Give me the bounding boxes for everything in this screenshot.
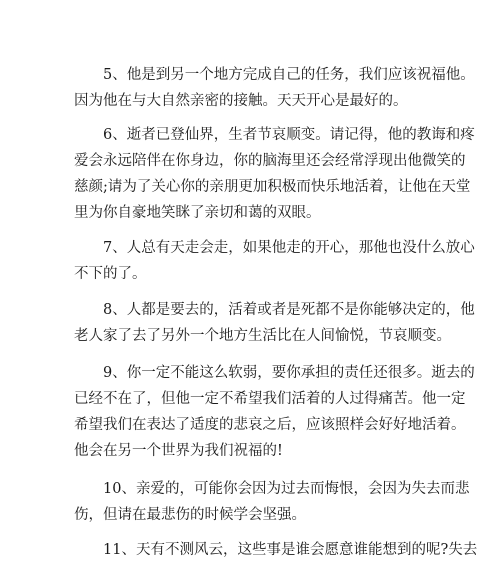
paragraph-line: 慈颜;请为了关心你的亲朋更加积极而快乐地活着，让他在天堂 bbox=[74, 179, 471, 195]
paragraph-line: 7、人总有天走会走，如果他走的开心，那他也没什么放心 bbox=[74, 240, 475, 256]
paragraph-5 bbox=[74, 62, 475, 114]
paragraph-line: 爱会永远陪伴在你身边，你的脑海里还会经常浮现出他微笑的 bbox=[74, 153, 466, 169]
paragraph-line: 伤，但请在最悲伤的时候学会坚强。 bbox=[74, 507, 306, 523]
paragraph-11 bbox=[74, 537, 478, 563]
paragraph-9 bbox=[74, 360, 475, 464]
paragraph-line: 6、逝者已登仙界，生者节哀顺变。请记得，他的教诲和疼 bbox=[74, 127, 475, 143]
paragraph-line: 因为他在与大自然亲密的接触。天天开心是最好的。 bbox=[74, 93, 408, 109]
paragraph-line: 他会在另一个世界为我们祝福的! bbox=[74, 443, 283, 459]
paragraph-line: 5、他是到另一个地方完成自己的任务，我们应该祝福他。 bbox=[74, 67, 475, 83]
paragraph-6 bbox=[74, 122, 475, 226]
paragraph-line: 10、亲爱的，可能你会因为过去而悔恨，会因为失去而悲 bbox=[74, 481, 470, 497]
paragraph-line: 不下的了。 bbox=[74, 266, 147, 282]
paragraph-10 bbox=[74, 476, 470, 528]
paragraph-8 bbox=[74, 297, 475, 349]
paragraph-line: 9、你一定不能这么软弱，要你承担的责任还很多。逝去的 bbox=[74, 365, 475, 381]
paragraph-line: 老人家了去了另外一个地方生活比在人间愉悦，节哀顺变。 bbox=[74, 328, 451, 344]
paragraph-line: 11、天有不测风云，这些事是谁会愿意谁能想到的呢?失去 bbox=[74, 542, 478, 558]
paragraph-line: 8、人都是要去的，活着或者是死都不是你能够决定的，他 bbox=[74, 302, 475, 318]
paragraph-line: 希望我们在表达了适度的悲哀之后，应该照样会好好地活着。 bbox=[74, 417, 466, 433]
paragraph-7 bbox=[74, 235, 475, 287]
paragraph-line: 里为你自豪地笑眯了亲切和蔼的双眼。 bbox=[74, 205, 321, 221]
paragraph-line: 已经不在了，但他一定不希望我们活着的人过得痛苦。他一定 bbox=[74, 391, 466, 407]
